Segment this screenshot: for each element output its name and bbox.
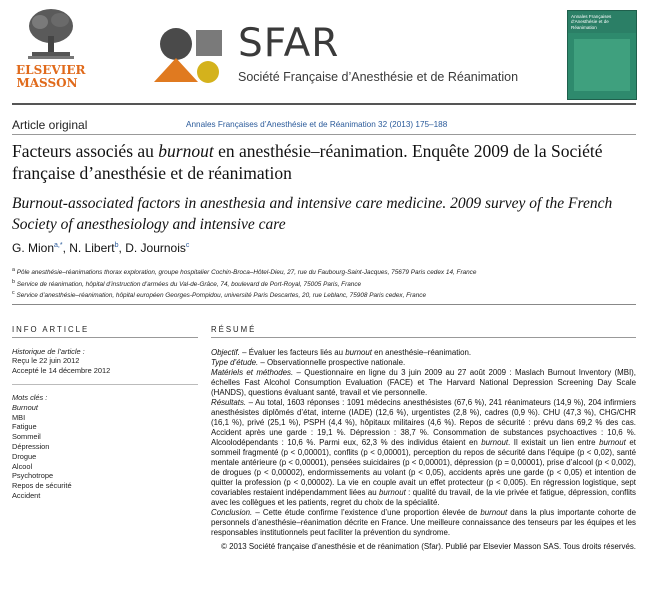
abstract-methodes: Matériels et méthodes. – Questionnaire en ligne du 3 juin 2009 au 27 août 2009 : Maslach Burnout Inventory (MBI), échelles Fast Alcohol Consumption Evaluation (FACE) et The Harvard National Depression Screening Day Scale (HANDS), questions évaluant santé, travail et vie personnelle. <box>211 368 636 397</box>
article-history <box>12 347 198 375</box>
affiliation: $^a$ Pôle anesthésie–réanimations thorax exploration, groupe hospitalier Cochin-Broca–Hôtel-Dieu, 27, rue du Faubourg-Saint-Jacques, 75679 Paris cedex 14, France <box>12 267 477 277</box>
keywords-label: Mots clés : <box>12 393 48 402</box>
keywords <box>12 393 198 501</box>
cover-illustration <box>574 39 630 91</box>
article-type: Article original <box>12 118 88 132</box>
journal-header <box>0 0 646 104</box>
history-label: Historique de l’article : <box>12 347 85 356</box>
journal-reference-link[interactable]: Annales Françaises d’Anesthésie et de Réanimation 32 (2013) 175–188 <box>186 120 448 129</box>
abstract-resultats: Résultats. – Au total, 1603 réponses : 1091 médecins anesthésistes (67,6 %), 241 réanimateurs (14,9 %), 204 infirmiers anesthésistes diplômés d’état, interne (IADE) (12,6 %), urgentistes (2,8 %), cadres (0,9 %). CHU (47,3 %), CHG/CHR (16,1 %), privé (25,1 %), PSPH (4,4 %), hôpitaux militaires (4,6 %). Repos de sécurité : prévu dans 69,2 % des cas. Accident après une garde : 19,1 %. Dépression : 38,7 %. Consommation de substances psychoactives : 10,6 %. Alcoolodépendants : 10,6 %. Parmi eux, 62,3 % des individus étaient en burnout. Il existait un lien entre burnout et sommeil fragmenté (p < 0,00001), conflits (p < 0,00001), perception du repos de sécurité dans l’équipe (p < 0,02), santé mentale antérieure (p < 0,00001), pensées suicidaires (p < 0,00001), dépression (p = 0,00001), prise d’alcool (p < 0,002), de drogues (p < 0,00002), endormissements au volant (p < 0,05), accidents après une garde (p < 0,05) et intention de quitter la profession (p < 0,00002). La vie en couple avait un effet protecteur (p < 0,005). En régression logistique, sept covariables restaient indépendamment liées au burnout : qualité du travail, de la vie privée et fatigue, dépression, conflits avec les collègues et les patients, regret du choix de la spécialité. <box>211 398 636 507</box>
author[interactable]: G. Mion$^{a,*}$ <box>12 241 63 255</box>
received-date: Reçu le 22 juin 2012 <box>12 356 80 366</box>
affiliation: $^c$ Service d’anesthésie–réanimation, hôpital européen Georges-Pompidou, université Paris Descartes, 20, rue Leblanc, 75908 Paris cedex, France <box>12 290 427 300</box>
elsevier-tree-icon <box>26 8 76 60</box>
abstract-conclusion: Conclusion. – Cette étude confirme l’existence d’une proportion élevée de burnout dans la plus importante cohorte de personnels d’anesthésie–réanimation décrite en France. Une meilleure connaissance des tenseurs par les équipes et les responsables institutionnels peut faciliter la prévention du syndrome. <box>211 508 636 537</box>
resume-heading: RÉSUMÉ <box>211 325 257 334</box>
abstract <box>211 348 636 552</box>
cover-title: Annales Françaises d’Anesthésie et de Réanimation <box>571 14 612 30</box>
divider <box>12 384 198 385</box>
keyword: Accident <box>12 490 41 500</box>
author[interactable]: N. Libert$^b$ <box>69 241 119 255</box>
article-title-en: Burnout-associated factors in anesthesia and intensive care medicine. 2009 survey of the French Society of anesthesiology and intensive care <box>12 195 613 233</box>
sfar-emblem-icon <box>146 24 228 86</box>
sfar-logo <box>146 20 519 92</box>
divider <box>12 304 636 305</box>
keyword: Burnout <box>12 402 38 412</box>
affiliations <box>12 266 636 301</box>
keyword: Sommeil <box>12 432 41 442</box>
divider <box>12 337 198 338</box>
keyword: Fatigue <box>12 422 37 432</box>
sfar-full-name: Société Française d’Anesthésie et de Réanimation <box>238 70 519 84</box>
keyword: Psychotrope <box>12 471 54 481</box>
accepted-date: Accepté le 14 décembre 2012 <box>12 365 111 375</box>
abstract-objectif: Objectif. – Évaluer les facteurs liés au burnout en anesthésie–réanimation. <box>211 348 472 357</box>
journal-cover-thumbnail <box>567 10 637 100</box>
publisher-name-line1: ELSEVIER <box>16 63 86 77</box>
keyword: Repos de sécurité <box>12 481 72 491</box>
keyword: MBI <box>12 412 26 422</box>
author-list: G. Mion$^{a,*}$, N. Libert$^b$, D. Journois$^c$ <box>12 241 190 255</box>
publisher-name-line2: MASSON <box>16 76 78 90</box>
sfar-acronym: SFAR <box>238 21 340 66</box>
elsevier-logo <box>16 8 86 100</box>
keyword: Dépression <box>12 441 50 451</box>
author[interactable]: D. Journois$^c$ <box>125 241 190 255</box>
divider <box>12 134 636 135</box>
info-article-heading: INFO ARTICLE <box>12 325 90 334</box>
affiliation: $^b$ Service de réanimation, hôpital d’instruction d’armées du Val-de-Grâce, 74, boulevard de Port-Royal, 75005 Paris, France <box>12 278 362 288</box>
keyword: Drogue <box>12 451 37 461</box>
copyright: © 2013 Société française d’anesthésie et de réanimation (Sfar). Publié par Elsevier Masson SAS. Tous droits réservés. <box>221 542 636 551</box>
header-divider <box>12 103 636 105</box>
article-title-fr: Facteurs associés au burnout en anesthésie–réanimation. Enquête 2009 de la Société française d’anesthésie et de réanimation <box>12 141 603 183</box>
keyword: Alcool <box>12 461 33 471</box>
divider <box>211 337 636 338</box>
abstract-type: Type d’étude. – Observationnelle prospective nationale. <box>211 358 406 367</box>
